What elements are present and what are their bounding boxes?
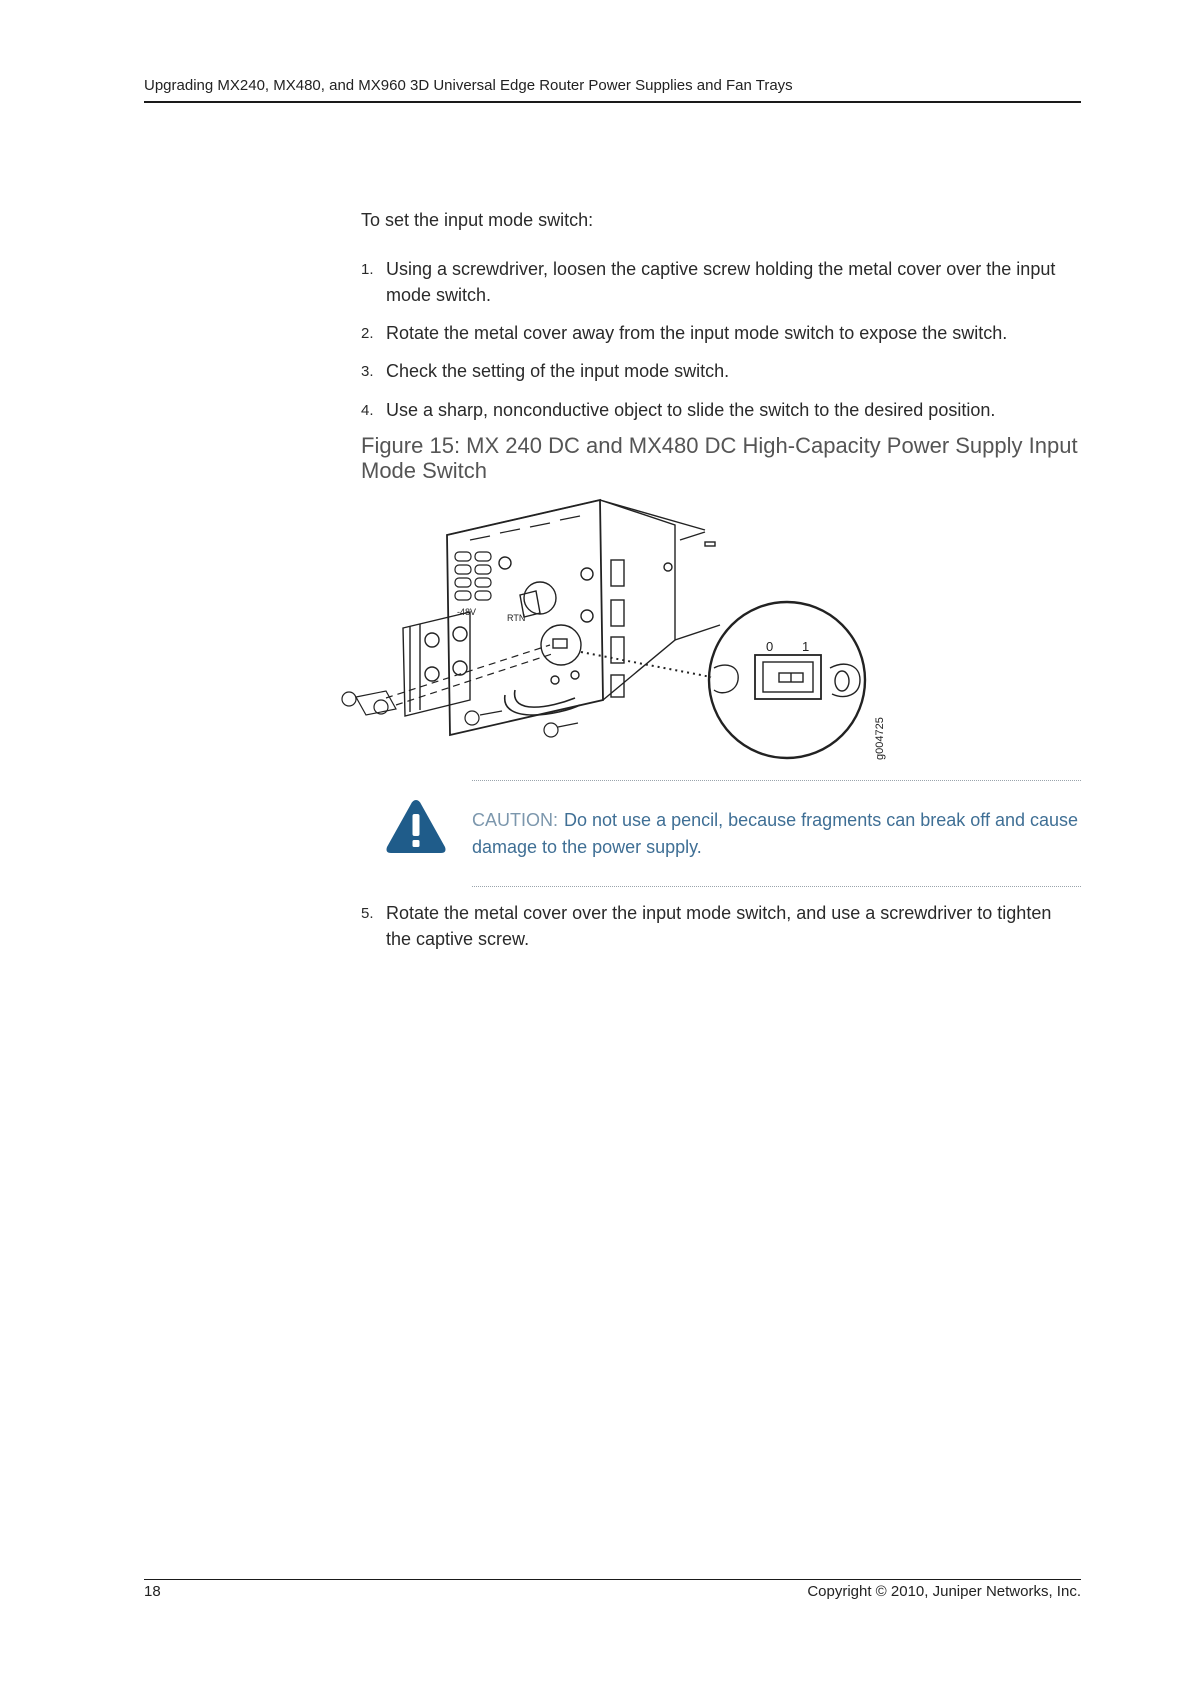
step-1 bbox=[361, 256, 1081, 308]
figure-id-label: g004725 bbox=[874, 717, 886, 760]
step-text: Check the setting of the input mode switch. bbox=[386, 361, 730, 381]
neg48-label: -48V bbox=[457, 607, 477, 617]
page-number: 18 bbox=[144, 1583, 161, 1600]
step-text: Rotate the metal cover away from the input mode switch to expose the switch. bbox=[386, 323, 1008, 343]
header-rule bbox=[144, 101, 1081, 103]
step-5 bbox=[361, 900, 1081, 952]
step-4 bbox=[361, 397, 1081, 423]
power-supply-illustration bbox=[335, 490, 895, 765]
running-header: Upgrading MX240, MX480, and MX960 3D Universal Edge Router Power Supplies and Fan Trays bbox=[144, 77, 793, 94]
step-2 bbox=[361, 320, 1081, 346]
footer-rule bbox=[144, 1579, 1081, 1580]
copyright-notice: Copyright © 2010, Juniper Networks, Inc. bbox=[807, 1583, 1081, 1600]
step-text: Using a screwdriver, loosen the captive screw holding the metal cover over the input mode switch. bbox=[386, 259, 1056, 305]
caution-bottom-rule bbox=[472, 886, 1081, 887]
step-number: 5. bbox=[361, 905, 374, 922]
step-number: 2. bbox=[361, 325, 374, 342]
caution-label: CAUTION: bbox=[472, 810, 559, 830]
procedure-intro: To set the input mode switch: bbox=[361, 210, 594, 230]
switch-position-0-label: 0 bbox=[766, 639, 774, 654]
step-number: 3. bbox=[361, 363, 374, 380]
figure-title: Figure 15: MX 240 DC and MX480 DC High-Capacity Power Supply Input Mode Switch bbox=[361, 433, 1078, 483]
step-3 bbox=[361, 358, 1081, 384]
caution-note bbox=[472, 807, 1081, 861]
rtn-label: RTN bbox=[507, 613, 526, 623]
step-text: Rotate the metal cover over the input mode switch, and use a screwdriver to tighten the captive screw. bbox=[386, 903, 1052, 949]
step-number: 4. bbox=[361, 402, 374, 419]
step-number: 1. bbox=[361, 261, 374, 278]
caution-text: Do not use a pencil, because fragments can break off and cause damage to the power supply. bbox=[472, 810, 1079, 857]
caution-top-rule bbox=[472, 780, 1081, 781]
step-text: Use a sharp, nonconductive object to slide the switch to the desired position. bbox=[386, 400, 996, 420]
switch-position-1-label: 1 bbox=[802, 639, 810, 654]
caution-icon bbox=[385, 797, 447, 855]
